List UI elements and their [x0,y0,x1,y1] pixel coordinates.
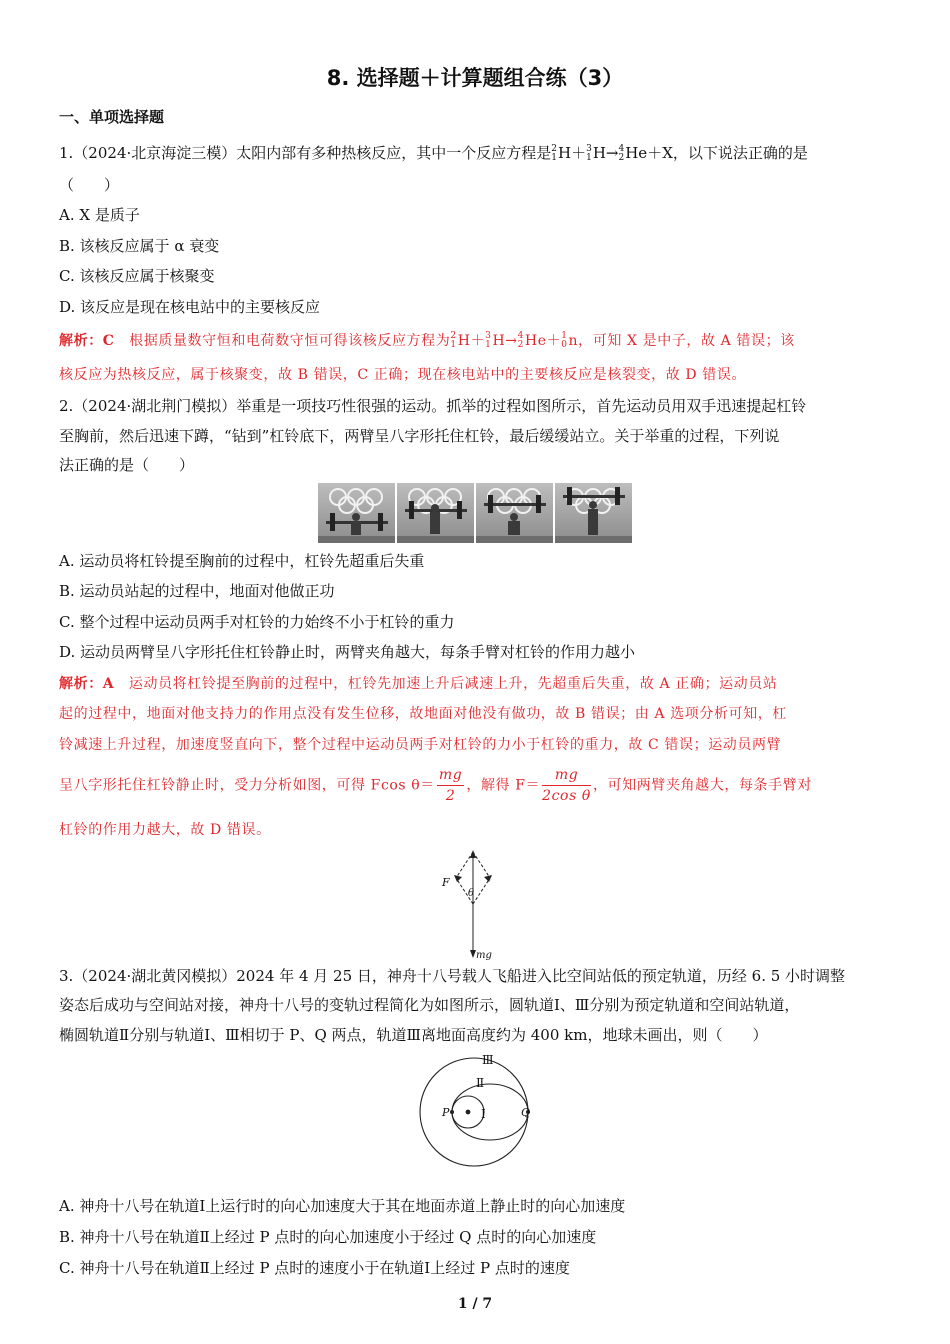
orbit-label-II: Ⅱ [476,1076,485,1090]
force-label-F: F [442,876,450,889]
q1-option-a: A. X 是质子 [59,206,140,224]
q2-answer-line5: 杠铃的作用力越大，故 D 错误。 [59,822,271,838]
q2-stem-1: 2.（2024·湖北荆门模拟）举重是一项技巧性很强的运动。抓举的过程如图所示，首先运动员用双手迅速提起杠铃 [59,397,807,415]
q1-stem: 1.（2024·北京海淀三模）太阳内部有多种热核反应，其中一个反应方程是 2 1 H＋ 3 1 H→ 4 2 He＋X，以下说法正确的是 [59,144,808,163]
section-heading: 一、单项选择题 [59,108,165,126]
weightlifting-photo-4 [555,483,632,543]
q2-answer-line4: 呈八字形托住杠铃静止时，受力分析如图，可得 Fcos θ＝ $\frac{mg}{2}$ ，解得 F＝ $\frac{mg}{\text{2cos θ}}$ ，可知两臂夹角越大，每条手臂对 [59,767,812,804]
page-number: 1 / 7 [457,1296,493,1312]
orbit-label-III: Ⅲ [482,1053,494,1067]
angle-label-theta: θ [468,888,475,899]
orbit-label-I: Ⅰ [481,1107,486,1121]
weightlifting-photos [318,483,632,543]
q2-stem-2: 至胸前，然后迅速下蹲，“钻到”杠铃底下，两臂呈八字形托住杠铃，最后缓缓站立。关于举重的过程，下列说 [59,427,780,445]
q3-stem-3: 椭圆轨道Ⅱ分别与轨道Ⅰ、Ⅲ相切于 P、Q 两点，轨道Ⅲ离地面高度约为 400 km，地球未画出，则（ ） [59,1026,768,1044]
q1-option-d: D. 该反应是现在核电站中的主要核反应 [59,298,321,316]
force-diagram [438,848,508,963]
q3-stem-2: 姿态后成功与空间站对接，神舟十八号的变轨过程简化为如图所示，圆轨道Ⅰ、Ⅲ分别为预定轨道和空间站轨道， [59,996,800,1014]
q1-answer-line2: 核反应为热核反应，属于核聚变，故 B 错误，C 正确；现在核电站中的主要核反应是核裂变，故 D 错误。 [59,367,747,383]
q2-option-c: C. 整个过程中运动员两手对杠铃的力始终不小于杠铃的重力 [59,613,455,631]
q2-option-b: B. 运动员站起的过程中，地面对他做正功 [59,582,335,600]
orbit-diagram [410,1052,540,1167]
q3-option-c: C. 神舟十八号在轨道Ⅱ上经过 P 点时的速度小于在轨道Ⅰ上经过 P 点时的速度 [59,1259,570,1277]
isotope-H2: 2 1 [551,144,557,163]
q2-answer-line1: 解析：A 运动员将杠铃提至胸前的过程中，杠铃先加速上升后减速上升，先超重后失重，故 A 正确；运动员站 [59,676,778,692]
q3-stem-1: 3.（2024·湖北黄冈模拟）2024 年 4 月 25 日，神舟十八号载人飞船进入比空间站低的预定轨道，历经 6. 5 小时调整 [59,967,846,985]
q2-answer-line2: 起的过程中，地面对他支持力的作用点没有发生位移，故地面对他没有做功，故 B 错误；由 A 选项分析可知，杠 [59,706,787,722]
fraction-mg-2cos: $\frac{mg}{\text{2cos θ}}$ [542,767,591,804]
q1-answer: 解析：C 根据质量数守恒和电荷数守恒可得该核反应方程为 2 1 H＋ 3 1 H→ 4 2 He＋ 1 0 n，可知 X 是中子，故 A 错误；该 [59,331,795,350]
weightlifting-photo-1 [318,483,395,543]
force-label-mg: mg [476,950,492,961]
point-label-P: P [442,1106,450,1119]
weightlifting-photo-3 [476,483,553,543]
fraction-mg-2: $\frac{mg}{2}$ [438,767,463,804]
q2-option-a: A. 运动员将杠铃提至胸前的过程中，杠铃先超重后失重 [59,552,425,570]
q1-paren: （ ） [59,176,120,194]
q3-option-b: B. 神舟十八号在轨道Ⅱ上经过 P 点时的向心加速度小于经过 Q 点时的向心加速度 [59,1228,597,1246]
q1-option-b: B. 该核反应属于 α 衰变 [59,237,220,255]
page-title: 8. 选择题＋计算题组合练（3） [326,66,624,90]
q2-option-d: D. 运动员两臂呈八字形托住杠铃静止时，两臂夹角越大，每条手臂对杠铃的作用力越小 [59,643,636,661]
q3-option-a: A. 神舟十八号在轨道Ⅰ上运行时的向心加速度大于其在地面赤道上静止时的向心加速度 [59,1197,626,1215]
point-label-Q: Q [521,1106,531,1119]
q2-stem-3: 法正确的是（ ） [59,456,195,474]
weightlifting-photo-2 [397,483,474,543]
q2-answer-line3: 铃减速上升过程，加速度竖直向下，整个过程中运动员两手对杠铃的力小于杠铃的重力，故 C 错误；运动员两臂 [59,737,782,753]
q1-option-c: C. 该核反应属于核聚变 [59,267,215,285]
